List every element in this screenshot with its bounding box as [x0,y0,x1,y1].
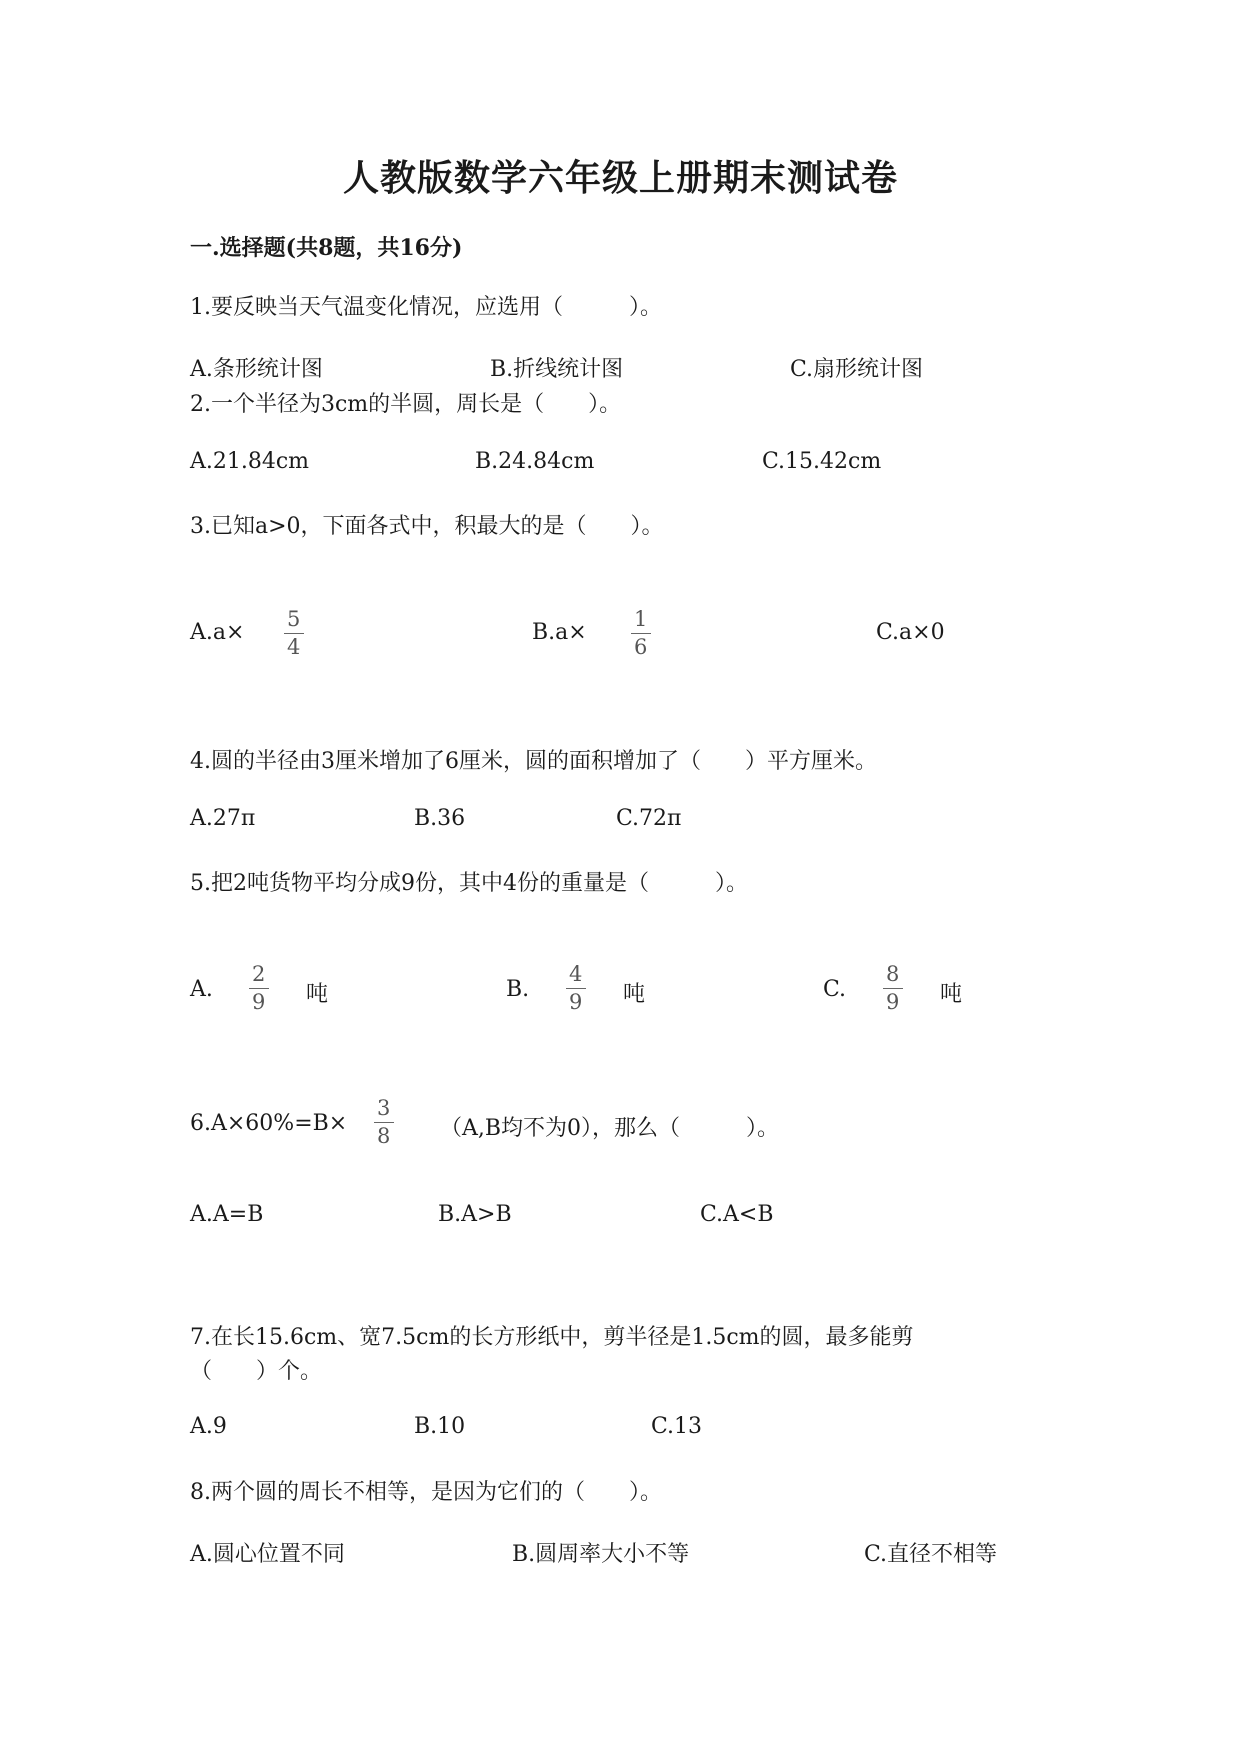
question-5-option-c-fraction [882,964,903,1013]
question-7-option-b[interactable]: B.10 [414,1414,466,1439]
question-4-option-c[interactable]: C.72π [616,806,682,831]
question-7-stem-line2: （ ）个。 [190,1359,323,1384]
question-3-stem: 3.已知a>0，下面各式中，积最大的是（ ）。 [190,514,664,539]
question-3-option-c[interactable]: C.a×0 [876,620,945,645]
question-2-option-a[interactable]: A.21.84cm [190,449,310,474]
question-8-option-a[interactable]: A.圆心位置不同 [190,1542,345,1567]
question-3-option-b-fraction [630,609,651,658]
question-3-option-a-fraction [283,609,304,658]
question-2-option-c[interactable]: C.15.42cm [762,449,882,474]
question-6-stem-tail: （A,B均不为0），那么（ ）。 [440,1116,780,1141]
question-7-stem: 7.在长15.6cm、宽7.5cm的长方形纸中，剪半径是1.5cm的圆，最多能剪 [190,1325,914,1350]
section-heading: 一.选择题(共8题，共16分) [190,235,463,261]
fraction-numerator: 2 [252,962,266,986]
question-5-option-a-unit: 吨 [306,982,329,1007]
question-5-option-c[interactable]: C. [823,977,847,1002]
question-5-option-c-unit: 吨 [940,982,963,1007]
question-5-option-b-unit: 吨 [623,982,646,1007]
question-7-option-a[interactable]: A.9 [190,1414,227,1439]
question-8-option-c[interactable]: C.直径不相等 [864,1542,998,1567]
question-1-stem: 1.要反映当天气温变化情况，应选用（ ）。 [190,295,662,320]
question-3-option-a[interactable]: A.a× [190,620,245,645]
question-1-option-b[interactable]: B.折线统计图 [490,357,624,382]
question-6-stem: 6.A×60%=B× [190,1111,348,1136]
question-2-option-b[interactable]: B.24.84cm [475,449,595,474]
question-7-option-c[interactable]: C.13 [651,1414,703,1439]
question-6-stem-fraction [373,1098,394,1147]
question-5-option-b-fraction [565,964,586,1013]
fraction-denominator: 6 [634,635,648,659]
fraction-numerator: 3 [377,1096,391,1120]
question-4-option-b[interactable]: B.36 [414,806,466,831]
question-8-stem: 8.两个圆的周长不相等，是因为它们的（ ）。 [190,1480,662,1505]
question-4-option-a[interactable]: A.27π [190,806,256,831]
question-8-option-b[interactable]: B.圆周率大小不等 [512,1542,690,1567]
fraction-denominator: 9 [886,990,900,1014]
question-2-stem: 2.一个半径为3cm的半圆，周长是（ ）。 [190,392,622,417]
question-5-option-a-fraction [248,964,269,1013]
question-4-stem: 4.圆的半径由3厘米增加了6厘米，圆的面积增加了（ ）平方厘米。 [190,749,877,774]
question-5-stem: 5.把2吨货物平均分成9份，其中4份的重量是（ ）。 [190,871,748,896]
fraction-numerator: 4 [569,962,583,986]
fraction-numerator: 1 [634,607,648,631]
question-3-option-b[interactable]: B.a× [532,620,587,645]
question-5-option-a[interactable]: A. [190,977,213,1002]
fraction-denominator: 9 [252,990,266,1014]
question-6-option-c[interactable]: C.A<B [700,1202,774,1227]
fraction-denominator: 8 [377,1124,391,1148]
question-1-option-c[interactable]: C.扇形统计图 [790,357,924,382]
question-1-option-a[interactable]: A.条形统计图 [190,357,323,382]
question-6-option-a[interactable]: A.A=B [190,1202,264,1227]
fraction-numerator: 5 [287,607,301,631]
question-5-option-b[interactable]: B. [506,977,530,1002]
fraction-denominator: 9 [569,990,583,1014]
page-title: 人教版数学六年级上册期末测试卷 [342,157,898,199]
fraction-denominator: 4 [287,635,301,659]
question-6-option-b[interactable]: B.A>B [438,1202,512,1227]
fraction-numerator: 8 [886,962,900,986]
